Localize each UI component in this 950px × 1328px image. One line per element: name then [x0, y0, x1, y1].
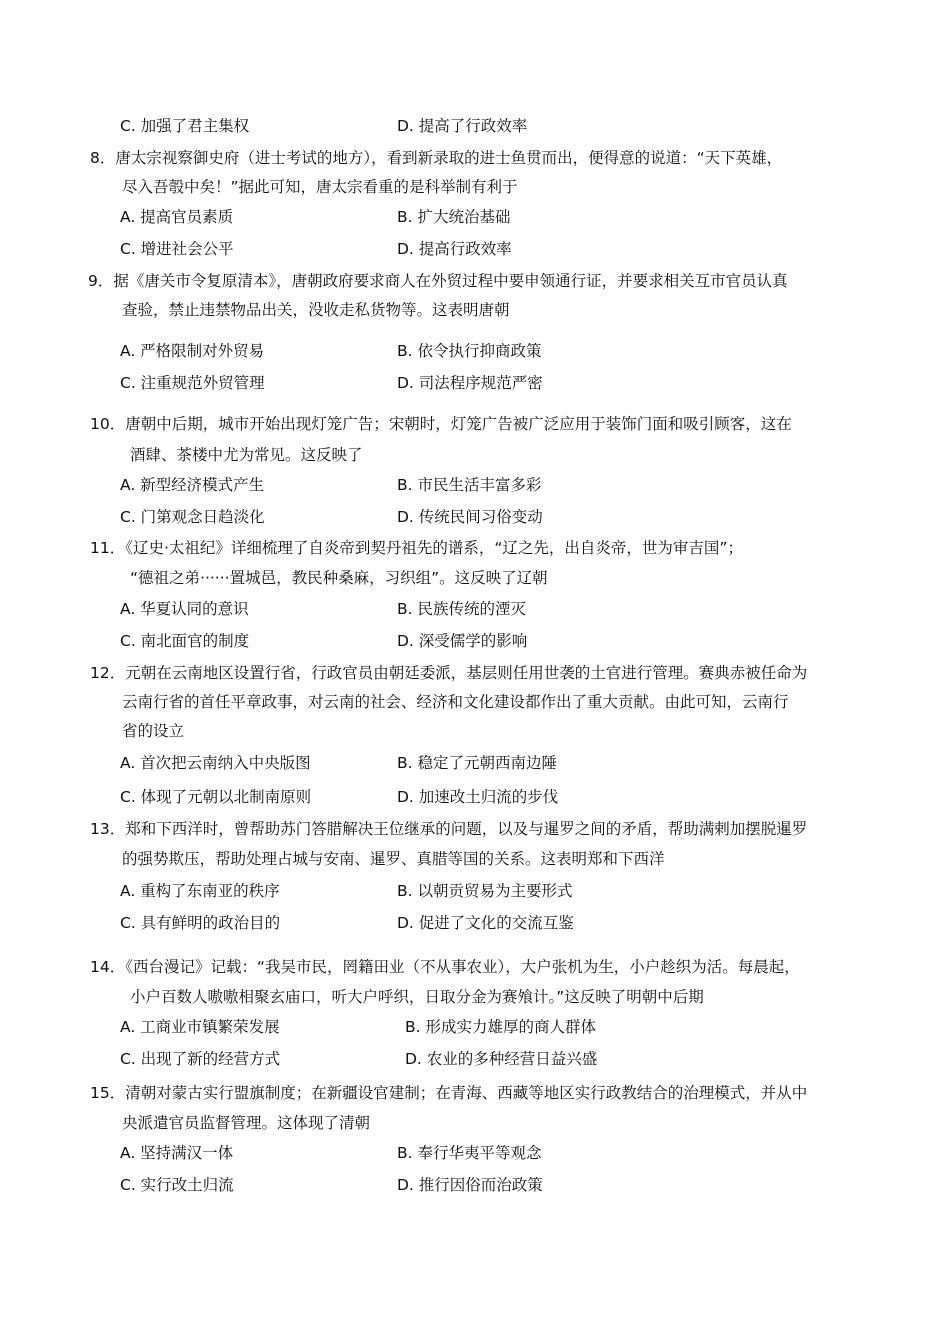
q9-option-d: D. 司法程序规范严密 [397, 374, 543, 392]
q10-stem-line-1: 10．唐朝中后期，城市开始出现灯笼广告；宋朝时，灯笼广告被广泛应用于装饰门面和吸引顾客，这在 [90, 415, 792, 433]
q8-option-b: B. 扩大统治基础 [397, 208, 511, 226]
q14-option-a: A. 工商业市镇繁荣发展 [120, 1018, 280, 1036]
q15-option-b: B. 奉行华夷平等观念 [397, 1144, 542, 1162]
q13-stem-line-2: 的强势欺压，帮助处理占城与安南、暹罗、真腊等国的关系。这表明郑和下西洋 [122, 850, 665, 868]
q13-option-c: C. 具有鲜明的政治目的 [120, 914, 281, 932]
q8-stem-line-1: 8．唐太宗视察御史府（进士考试的地方），看到新录取的进士鱼贯而出，便得意的说道：“天下英雄， [90, 149, 783, 167]
q13-option-a: A. 重构了东南亚的秩序 [120, 882, 280, 900]
q15-stem-line-1: 15．清朝对蒙古实行盟旗制度；在新疆设官建制；在青海、西藏等地区实行政教结合的治理模式，并从中 [90, 1084, 808, 1102]
q11-option-a: A. 华夏认同的意识 [120, 600, 249, 618]
q9-option-a: A. 严格限制对外贸易 [120, 342, 265, 360]
q12-stem-line-1: 12．元朝在云南地区设置行省，行政官员由朝廷委派，基层则任用世袭的土官进行管理。赛典赤被任命为 [90, 664, 808, 682]
q12-option-a: A. 首次把云南纳入中央版图 [120, 754, 311, 772]
q14-stem-line-2: 小户百数人嗷嗷相聚玄庙口，听大户呼织，日取分金为赛飧计。”这反映了明朝中后期 [130, 988, 704, 1006]
q12-option-d: D. 加速改土归流的步伐 [397, 788, 559, 806]
q8-stem-line-2: 尽入吾彀中矣！”据此可知，唐太宗看重的是科举制有利于 [122, 178, 518, 196]
q7-option-c: C. 加强了君主集权 [120, 117, 250, 135]
q9-option-c: C. 注重规范外贸管理 [120, 374, 265, 392]
q10-stem-line-2: 酒肆、茶楼中尤为常见。这反映了 [130, 446, 363, 464]
q10-option-a: A. 新型经济模式产生 [120, 476, 265, 494]
q9-stem-line-1: 9．据《唐关市令复原清本》，唐朝政府要求商人在外贸过程中要申领通行证，并要求相关互市官员认真 [88, 272, 788, 290]
q12-option-b: B. 稳定了元朝西南边陲 [397, 754, 557, 772]
q10-option-b: B. 市民生活丰富多彩 [397, 476, 542, 494]
q15-option-c: C. 实行改土归流 [120, 1176, 234, 1194]
q11-stem-line-2: “德祖之弟······置城邑，教民种桑麻，习织组”。这反映了辽朝 [130, 569, 548, 587]
q11-stem-line-1: 11．《辽史·太祖纪》详细梳理了自炎帝到契丹祖先的谱系，“辽之先，出自炎帝，世为审吉国”； [90, 539, 743, 557]
q11-option-c: C. 南北面官的制度 [120, 632, 250, 650]
q12-option-c: C. 体现了元朝以北制南原则 [120, 788, 312, 806]
q11-option-d: D. 深受儒学的影响 [397, 632, 528, 650]
q11-option-b: B. 民族传统的湮灭 [397, 600, 526, 618]
q7-option-d: D. 提高了行政效率 [397, 117, 528, 135]
q14-option-b: B. 形成实力雄厚的商人群体 [405, 1018, 596, 1036]
q9-option-b: B. 依令执行抑商政策 [397, 342, 542, 360]
q13-stem-line-1: 13．郑和下西洋时，曾帮助苏门答腊解决王位继承的问题，以及与暹罗之间的矛盾，帮助满剌加摆脱暹罗 [90, 820, 808, 838]
q10-option-c: C. 门第观念日趋淡化 [120, 508, 265, 526]
q15-option-d: D. 推行因俗而治政策 [397, 1176, 543, 1194]
q10-option-d: D. 传统民间习俗变动 [397, 508, 543, 526]
q13-option-d: D. 促进了文化的交流互鉴 [397, 914, 574, 932]
q8-option-a: A. 提高官员素质 [120, 208, 234, 226]
q14-option-c: C. 出现了新的经营方式 [120, 1050, 281, 1068]
q8-option-c: C. 增进社会公平 [120, 240, 234, 258]
q14-option-d: D. 农业的多种经营日益兴盛 [405, 1050, 598, 1068]
q12-stem-line-2: 云南行省的首任平章政事，对云南的社会、经济和文化建设都作出了重大贡献。由此可知，云南行 [122, 693, 789, 711]
q12-stem-line-3: 省的设立 [122, 722, 185, 740]
q15-stem-line-2: 央派遣官员监督管理。这体现了清朝 [122, 1114, 371, 1132]
q13-option-b: B. 以朝贡贸易为主要形式 [397, 882, 573, 900]
q15-option-a: A. 坚持满汉一体 [120, 1144, 234, 1162]
q14-stem-line-1: 14．《西台漫记》记载：“我吴市民，罔籍田业（不从事农业），大户张机为生，小户趁织为活。每晨起， [90, 958, 800, 976]
q8-option-d: D. 提高行政效率 [397, 240, 512, 258]
q9-stem-line-2: 查验，禁止违禁物品出关，没收走私货物等。这表明唐朝 [122, 301, 510, 319]
